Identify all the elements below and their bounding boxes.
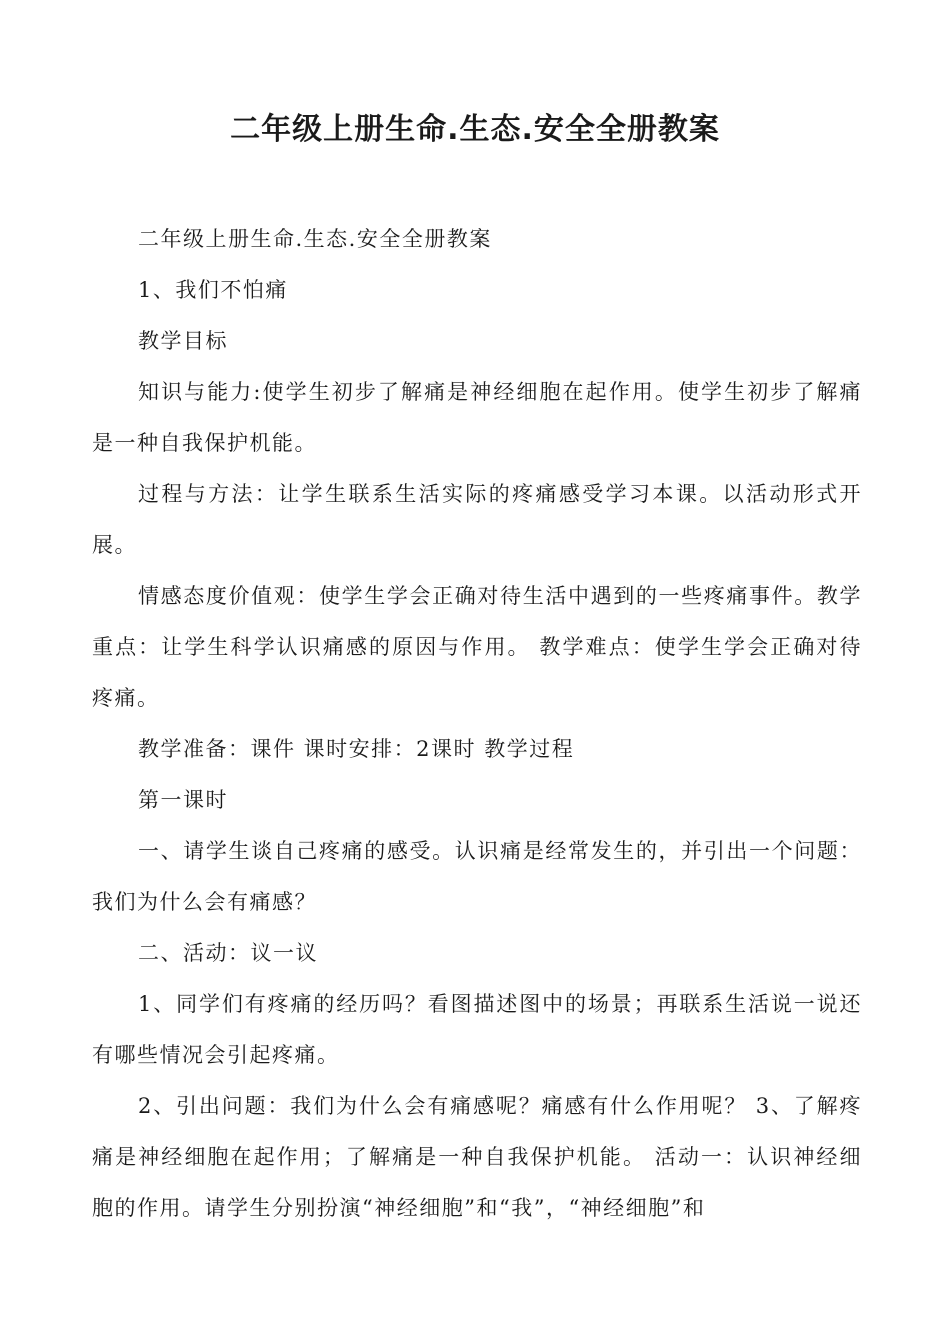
paragraph-lesson-title: 1、我们不怕痛 [138, 278, 288, 302]
document-body [92, 214, 862, 1234]
paragraph-heading: 二年级上册生命.生态.安全全册教案 [138, 227, 492, 251]
paragraph-step-one: 一、请学生谈自己疼痛的感受。认识痛是经常发生的，并引出一个问题：我们为什么会有痛感？ [92, 839, 862, 914]
paragraph-goals-heading: 教学目标 [138, 329, 228, 353]
paragraph-first-lesson: 第一课时 [138, 788, 228, 812]
paragraph-item-one: 1、同学们有疼痛的经历吗？看图描述图中的场景；再联系生活说一说还有哪些情况会引起疼痛。 [92, 992, 862, 1067]
paragraph-preparation: 教学准备：课件 课时安排：2课时 教学过程 [138, 737, 575, 761]
paragraph-knowledge-ability: 知识与能力:使学生初步了解痛是神经细胞在起作用。使学生初步了解痛是一种自我保护机能。 [92, 380, 862, 455]
paragraph-item-two: 2、引出问题：我们为什么会有痛感呢？痛感有什么作用呢？ 3、了解疼痛是神经细胞在起作用；了解痛是一种自我保护机能。 活动一：认识神经细胞的作用。请学生分别扮演“神经细胞”和“我”，“神经细胞”和 [92, 1094, 862, 1220]
document-title: 二年级上册生命.生态.安全全册教案 [230, 112, 720, 147]
paragraph-process-method: 过程与方法：让学生联系生活实际的疼痛感受学习本课。以活动形式开展。 [92, 482, 862, 557]
paragraph-step-two: 二、活动：议一议 [138, 941, 318, 965]
paragraph-emotion-values: 情感态度价值观：使学生学会正确对待生活中遇到的一些疼痛事件。教学重点：让学生科学认识痛感的原因与作用。 教学难点：使学生学会正确对待疼痛。 [92, 584, 862, 710]
